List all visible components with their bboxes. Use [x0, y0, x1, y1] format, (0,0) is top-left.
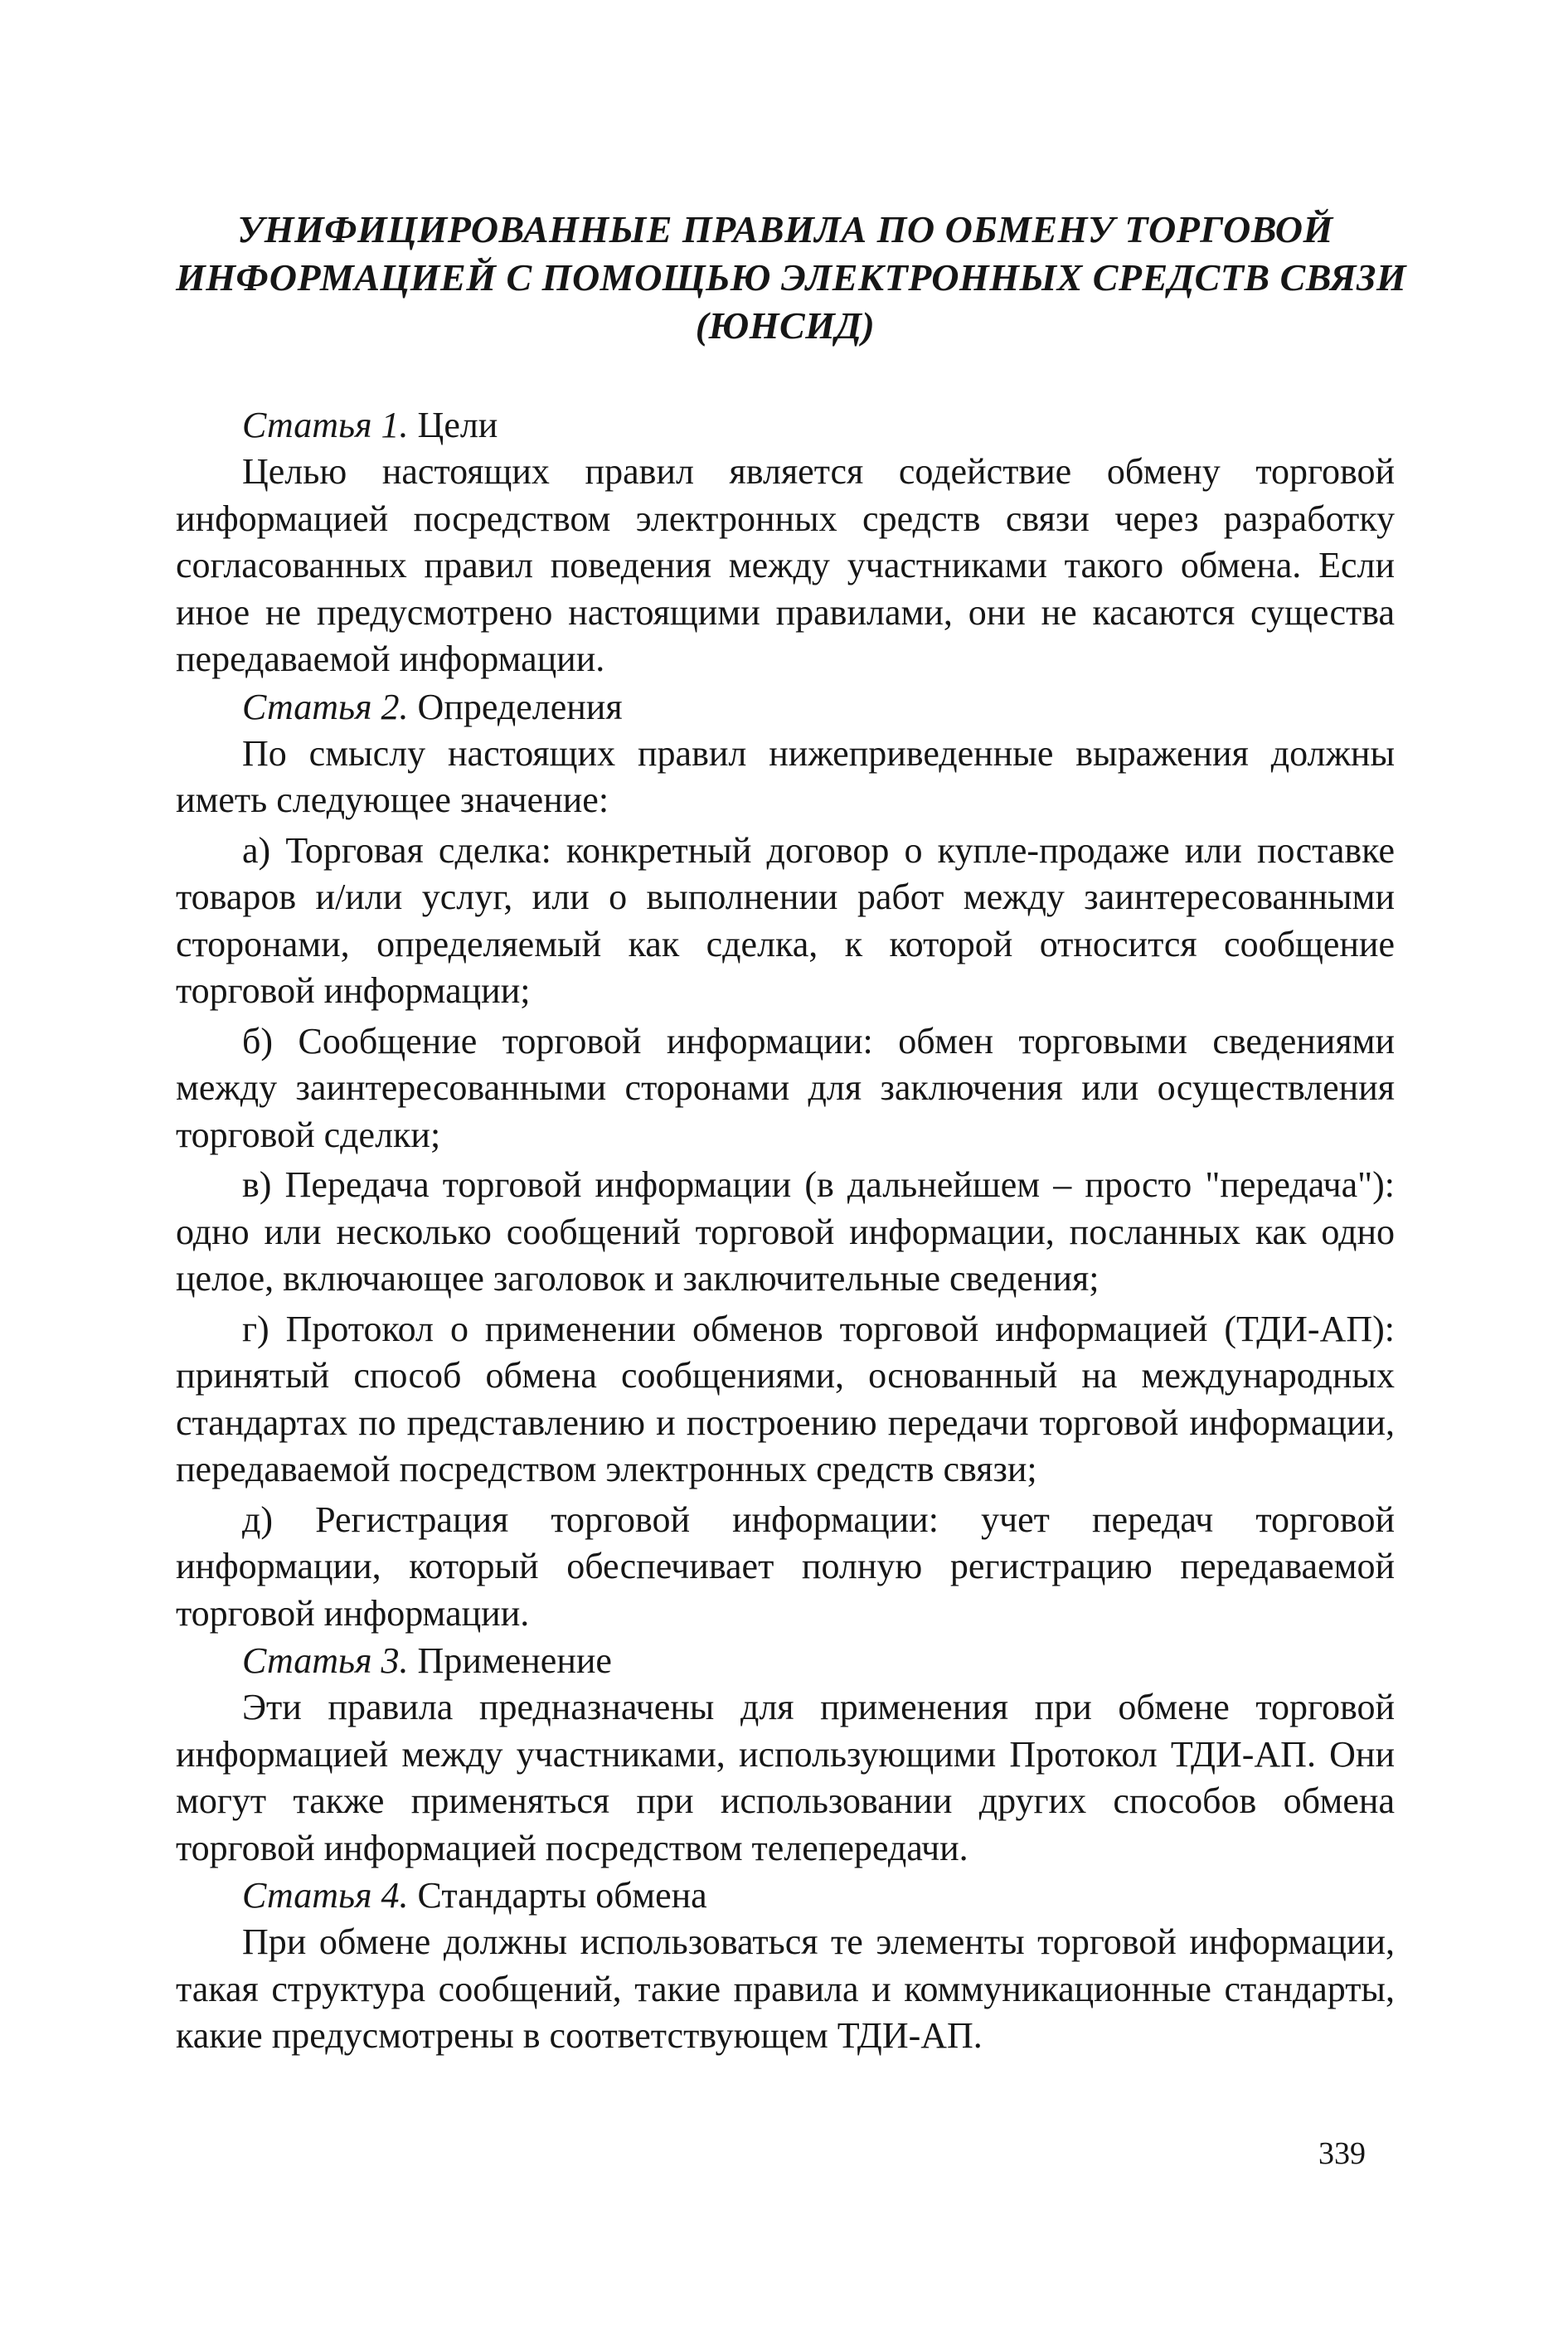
paragraph: Целью настоящих правил является содействие обмену торговой информацией посредством электронных средств связи через разработку согласованных правил поведения между участниками такого обмена. Если иное не предусмотрено настоящими правилами, они не касаются существа передаваемой информации. [176, 451, 1395, 679]
article-heading [176, 1872, 1395, 1919]
article-name: Применение [417, 1640, 612, 1681]
article-label: Статья 3. [242, 1640, 409, 1681]
page-number: 339 [1318, 2136, 1366, 2171]
article-name: Стандарты обмена [417, 1875, 707, 1916]
definition-a: а) Торговая сделка: конкретный договор о купле-продаже или поставке товаров и/или услуг, или о выполнении работ между заинтересованными сторонами, определяемый как сделка, к которой относится сообщение торговой информации; [176, 829, 1395, 1011]
title-line-1: УНИФИЦИРОВАННЫЕ ПРАВИЛА ПО ОБМЕНУ ТОРГОВОЙ [237, 208, 1333, 250]
paragraph: При обмене должны использоваться те элементы торговой информации, такая структура сообщений, такие правила и коммуникационные стандарты, какие предусмотрены в соответствующем ТДИ-АП. [176, 1921, 1395, 2056]
title-line-3: (ЮНСИД) [695, 304, 876, 347]
article-label: Статья 1. [242, 405, 409, 445]
article-heading [176, 1637, 1395, 1684]
paragraph: Эти правила предназначены для применения при обмене торговой информацией между участниками, использующими Протокол ТДИ-АП. Они могут также применяться при использовании других способов обмена торговой информацией посредством телепередачи. [176, 1687, 1395, 1868]
document-page [176, 206, 1407, 2060]
article-name: Цели [417, 405, 498, 445]
definition-b: б) Сообщение торговой информации: обмен торговыми сведениями между заинтересованными сторонами для заключения или осуществления торговой сделки; [176, 1020, 1395, 1155]
paragraph: По смыслу настоящих правил нижеприведенные выражения должны иметь следующее значение: [176, 732, 1395, 820]
article-3 [176, 1637, 1395, 1872]
article-4 [176, 1872, 1395, 2060]
article-label: Статья 4. [242, 1875, 409, 1916]
title-line-2: ИНФОРМАЦИЕЙ С ПОМОЩЬЮ ЭЛЕКТРОННЫХ СРЕДСТВ СВЯЗИ [176, 256, 1407, 299]
document-title [176, 206, 1407, 350]
definition-d: д) Регистрация торговой информации: учет передач торговой информации, который обеспечивает полную регистрацию передаваемой торговой информации. [176, 1499, 1395, 1634]
article-name: Определения [417, 686, 623, 727]
definition-g: г) Протокол о применении обменов торговой информацией (ТДИ-АП): принятый способ обмена сообщениями, основанный на международных стандартах по представлению и построению передачи торговой информации, передаваемой посредством электронных средств связи; [176, 1308, 1395, 1489]
article-2 [176, 683, 1395, 1638]
article-1 [176, 401, 1395, 683]
article-label: Статья 2. [242, 686, 409, 727]
article-heading [176, 401, 1395, 449]
definition-v: в) Передача торговой информации (в дальнейшем – просто "передача"): одно или несколько сообщений торговой информации, посланных как одно целое, включающее заголовок и заключительные сведения; [176, 1164, 1395, 1299]
article-heading [176, 683, 1395, 731]
